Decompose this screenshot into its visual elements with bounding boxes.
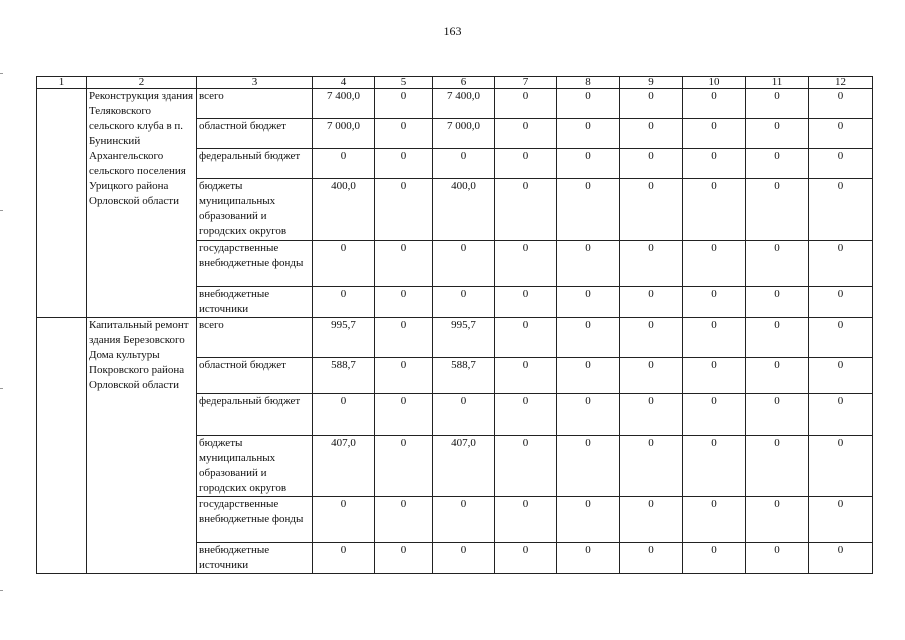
value-cell: 0: [433, 543, 495, 574]
value-cell: 0: [375, 497, 433, 543]
value-cell: 0: [746, 318, 809, 358]
value-cell: 0: [809, 89, 873, 119]
value-cell: 0: [683, 179, 746, 241]
row-number-cell: [37, 89, 87, 318]
column-header: 5: [375, 77, 433, 89]
value-cell: 0: [746, 241, 809, 287]
value-cell: 0: [495, 179, 557, 241]
value-cell: 0: [557, 119, 620, 149]
column-header: 1: [37, 77, 87, 89]
value-cell: 0: [746, 543, 809, 574]
funding-source: областной бюджет: [197, 358, 313, 394]
project-name: Капитальный ремонт здания Березовского Дома культуры Покровского района Орловской области: [87, 318, 197, 574]
value-cell: 0: [746, 394, 809, 436]
value-cell: 0: [313, 241, 375, 287]
value-cell: 0: [683, 436, 746, 497]
funding-source: государственные внебюджетные фонды: [197, 241, 313, 287]
value-cell: 0: [495, 89, 557, 119]
value-cell: 0: [557, 358, 620, 394]
value-cell: 0: [375, 358, 433, 394]
value-cell: 0: [557, 497, 620, 543]
value-cell: 0: [495, 119, 557, 149]
column-header: 6: [433, 77, 495, 89]
value-cell: 995,7: [433, 318, 495, 358]
value-cell: 407,0: [313, 436, 375, 497]
value-cell: 0: [495, 497, 557, 543]
value-cell: 0: [809, 497, 873, 543]
funding-source: внебюджетные источники: [197, 543, 313, 574]
value-cell: 0: [375, 241, 433, 287]
value-cell: 400,0: [433, 179, 495, 241]
value-cell: 0: [746, 89, 809, 119]
value-cell: 0: [809, 241, 873, 287]
value-cell: 0: [495, 436, 557, 497]
value-cell: 0: [557, 89, 620, 119]
page-number: 163: [443, 24, 462, 38]
value-cell: 0: [557, 179, 620, 241]
funding-source: бюджеты муниципальных образований и городских округов: [197, 436, 313, 497]
value-cell: 0: [375, 89, 433, 119]
value-cell: 0: [495, 318, 557, 358]
margin-mark: [0, 210, 3, 211]
value-cell: 0: [375, 318, 433, 358]
value-cell: 0: [620, 358, 683, 394]
value-cell: 0: [375, 287, 433, 318]
value-cell: 0: [620, 287, 683, 318]
value-cell: 0: [809, 358, 873, 394]
value-cell: 407,0: [433, 436, 495, 497]
value-cell: 0: [375, 179, 433, 241]
column-header: 10: [683, 77, 746, 89]
value-cell: 0: [683, 119, 746, 149]
margin-mark: [0, 73, 3, 74]
value-cell: 0: [495, 394, 557, 436]
funding-source: государственные внебюджетные фонды: [197, 497, 313, 543]
value-cell: 0: [683, 318, 746, 358]
column-header: 8: [557, 77, 620, 89]
value-cell: 0: [375, 543, 433, 574]
value-cell: 0: [495, 287, 557, 318]
value-cell: 0: [313, 287, 375, 318]
value-cell: 0: [746, 436, 809, 497]
value-cell: 588,7: [313, 358, 375, 394]
value-cell: 7 000,0: [433, 119, 495, 149]
value-cell: 0: [557, 149, 620, 179]
column-header: 4: [313, 77, 375, 89]
margin-mark: [0, 388, 3, 389]
funding-source: всего: [197, 89, 313, 119]
value-cell: 0: [433, 497, 495, 543]
value-cell: 0: [620, 89, 683, 119]
funding-source: федеральный бюджет: [197, 149, 313, 179]
header-row: [37, 77, 873, 89]
value-cell: 0: [620, 318, 683, 358]
value-cell: 0: [313, 543, 375, 574]
value-cell: 0: [746, 119, 809, 149]
value-cell: 0: [683, 241, 746, 287]
funding-source: бюджеты муниципальных образований и городских округов: [197, 179, 313, 241]
value-cell: 0: [620, 241, 683, 287]
value-cell: 0: [683, 358, 746, 394]
value-cell: 0: [746, 179, 809, 241]
value-cell: 0: [809, 287, 873, 318]
column-header: 12: [809, 77, 873, 89]
financing-table: [36, 76, 873, 574]
value-cell: 0: [746, 358, 809, 394]
value-cell: 0: [809, 179, 873, 241]
value-cell: 0: [495, 358, 557, 394]
value-cell: 588,7: [433, 358, 495, 394]
funding-source: внебюджетные источники: [197, 287, 313, 318]
value-cell: 0: [557, 318, 620, 358]
value-cell: 995,7: [313, 318, 375, 358]
value-cell: 0: [620, 179, 683, 241]
value-cell: 0: [683, 89, 746, 119]
value-cell: 0: [809, 149, 873, 179]
value-cell: 0: [620, 543, 683, 574]
value-cell: 0: [433, 149, 495, 179]
value-cell: 0: [809, 318, 873, 358]
value-cell: 0: [375, 394, 433, 436]
value-cell: 400,0: [313, 179, 375, 241]
value-cell: 0: [313, 497, 375, 543]
value-cell: 0: [809, 543, 873, 574]
value-cell: 0: [375, 119, 433, 149]
margin-mark: [0, 590, 3, 591]
value-cell: 0: [313, 149, 375, 179]
table-row: [37, 318, 873, 358]
value-cell: 0: [375, 149, 433, 179]
value-cell: 0: [495, 543, 557, 574]
value-cell: 0: [746, 287, 809, 318]
value-cell: 0: [620, 149, 683, 179]
value-cell: 0: [433, 287, 495, 318]
column-header: 2: [87, 77, 197, 89]
value-cell: 0: [683, 497, 746, 543]
funding-source: федеральный бюджет: [197, 394, 313, 436]
value-cell: 0: [433, 241, 495, 287]
value-cell: 0: [375, 436, 433, 497]
value-cell: 0: [809, 119, 873, 149]
value-cell: 0: [620, 497, 683, 543]
value-cell: 0: [557, 287, 620, 318]
value-cell: 0: [683, 394, 746, 436]
funding-source: областной бюджет: [197, 119, 313, 149]
value-cell: 0: [557, 394, 620, 436]
value-cell: 0: [495, 149, 557, 179]
value-cell: 0: [620, 119, 683, 149]
value-cell: 0: [809, 436, 873, 497]
value-cell: 7 400,0: [313, 89, 375, 119]
value-cell: 0: [620, 436, 683, 497]
column-header: 9: [620, 77, 683, 89]
value-cell: 0: [620, 394, 683, 436]
value-cell: 0: [557, 241, 620, 287]
value-cell: 0: [746, 149, 809, 179]
table-row: [37, 89, 873, 119]
value-cell: 0: [683, 287, 746, 318]
funding-source: всего: [197, 318, 313, 358]
column-header: 3: [197, 77, 313, 89]
project-name: Реконструкция здания Теляковского сельского клуба в п. Бунинский Архангельского сельского поселения Урицкого района Орловской области: [87, 89, 197, 318]
column-header: 7: [495, 77, 557, 89]
value-cell: 0: [683, 543, 746, 574]
value-cell: 0: [746, 497, 809, 543]
value-cell: 0: [683, 149, 746, 179]
value-cell: 0: [557, 543, 620, 574]
value-cell: 7 000,0: [313, 119, 375, 149]
value-cell: 0: [809, 394, 873, 436]
row-number-cell: [37, 318, 87, 574]
column-header: 11: [746, 77, 809, 89]
value-cell: 0: [433, 394, 495, 436]
value-cell: 7 400,0: [433, 89, 495, 119]
value-cell: 0: [557, 436, 620, 497]
value-cell: 0: [495, 241, 557, 287]
value-cell: 0: [313, 394, 375, 436]
